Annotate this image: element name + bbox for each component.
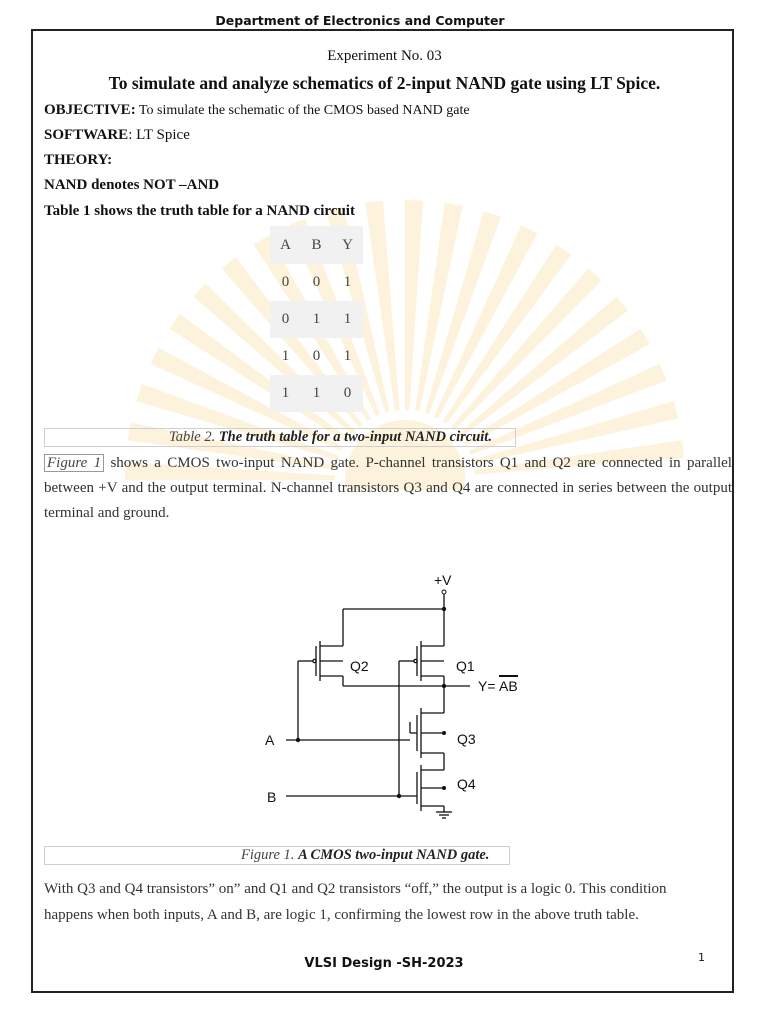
table-cell: 0	[281, 274, 290, 290]
output-label: Y=	[478, 678, 496, 694]
software-label: SOFTWARE	[44, 127, 129, 143]
table-cell: 1	[301, 375, 332, 412]
page-number: 1	[698, 951, 705, 964]
circuit-description	[44, 451, 732, 526]
nand-definition: NAND denotes NOT –AND	[44, 177, 220, 193]
page-footer: VLSI Design -SH-2023	[304, 956, 464, 971]
header-cell: Y	[332, 226, 363, 264]
table-row	[270, 264, 363, 301]
page-header: Department of Electronics and Computer	[215, 13, 505, 28]
table-cell: 1	[332, 301, 363, 338]
truth-table-header	[270, 226, 363, 264]
objective-line	[44, 102, 470, 119]
q2-label: Q2	[350, 658, 369, 674]
table-cell: 0	[312, 348, 321, 364]
table-cell: 0	[312, 274, 321, 290]
table-row	[270, 301, 363, 338]
figure-caption-prefix: Figure 1.	[241, 847, 299, 863]
conclusion-paragraph: With Q3 and Q4 transistors” on” and Q1 and Q2 transistors “off,” the output is a logic 0. This condition happens when both inputs, A and B, are logic 1, confirming the lowest row in the above truth table.	[44, 881, 667, 923]
figure-caption	[44, 846, 510, 865]
table-cell: 1	[281, 348, 290, 364]
q4-label: Q4	[457, 776, 476, 792]
software-text: : LT Spice	[128, 127, 190, 143]
theory-heading: THEORY:	[44, 152, 113, 168]
input-a-label: A	[265, 732, 275, 748]
software-line	[44, 127, 190, 144]
figure-caption-text: A CMOS two-input NAND gate.	[298, 847, 490, 863]
truth-table	[270, 226, 363, 412]
header-cell: A	[270, 226, 301, 264]
q3-label: Q3	[457, 731, 476, 747]
table-cell: 1	[343, 348, 352, 364]
table-cell: 1	[270, 375, 301, 412]
output-bar-label: AB	[499, 678, 518, 694]
table-cell: 0	[332, 375, 363, 412]
header-cell: B	[301, 226, 332, 264]
circuit-description-text: shows a CMOS two-input NAND gate. P-channel transistors Q1 and Q2 are connected in parallel between +V and the output terminal. N-channel transistors Q3 and Q4 are connected in series between the output terminal and ground.	[44, 455, 732, 521]
table-caption-prefix: Table 2.	[169, 429, 219, 445]
supply-label: +V	[434, 572, 452, 588]
table-row	[270, 338, 363, 375]
table-cell: 0	[270, 301, 301, 338]
input-b-label: B	[267, 789, 277, 805]
table-row	[270, 375, 363, 412]
q1-label: Q1	[456, 658, 475, 674]
objective-text: To simulate the schematic of the CMOS based NAND gate	[135, 103, 470, 118]
table-caption	[44, 428, 516, 447]
experiment-number: Experiment No. 03	[327, 48, 442, 64]
experiment-title: To simulate and analyze schematics of 2-input NAND gate using LT Spice.	[108, 73, 661, 93]
table-caption-text: The truth table for a two-input NAND circuit.	[218, 429, 492, 445]
table-intro: Table 1 shows the truth table for a NAND circuit	[44, 203, 355, 219]
figure-1-reference[interactable]: Figure 1	[44, 454, 104, 472]
objective-label: OBJECTIVE:	[44, 102, 136, 118]
cmos-nand-schematic	[250, 565, 540, 825]
table-cell: 1	[301, 301, 332, 338]
table-cell: 1	[343, 274, 352, 290]
